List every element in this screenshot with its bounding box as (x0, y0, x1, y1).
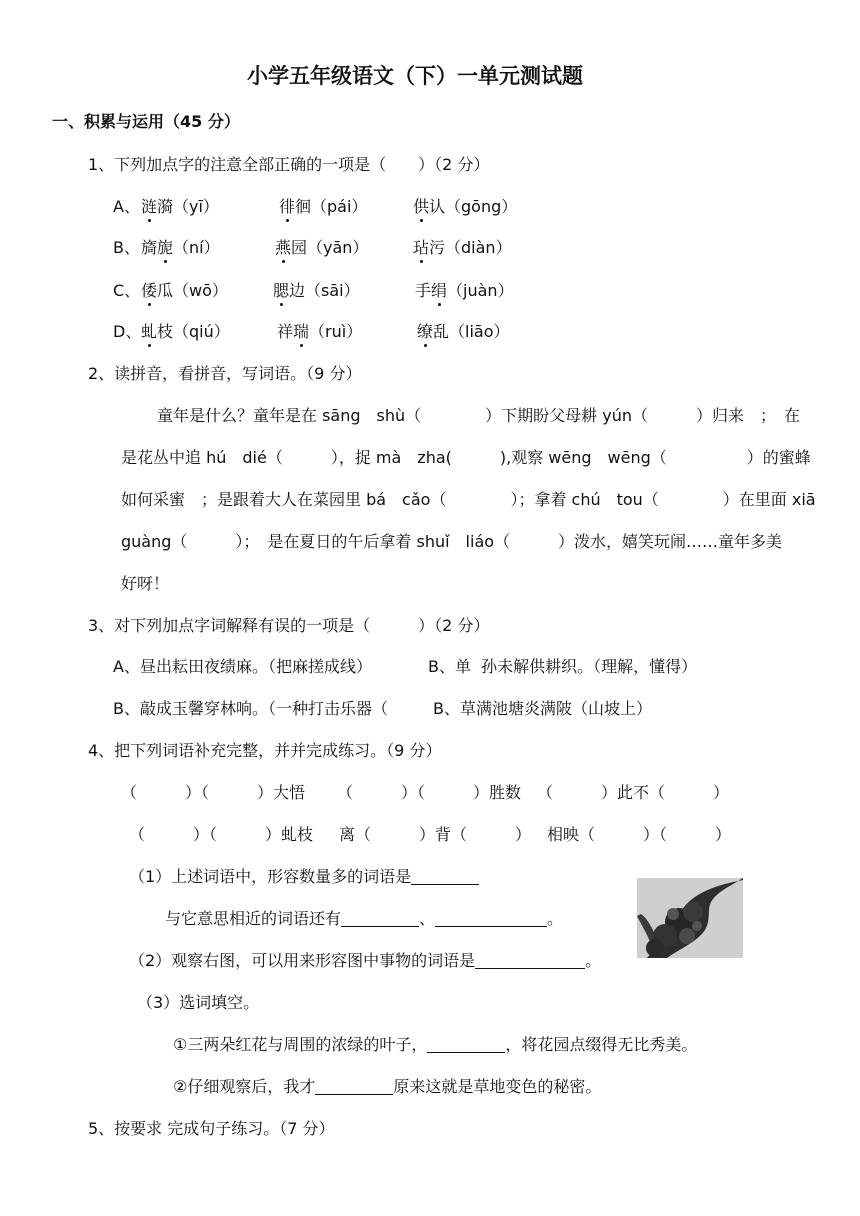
idiom-blank[interactable]: （ ）（ ）大悟 (121, 783, 306, 802)
fill-in-sentence-1: ①三两朵红花与周围的浓绿的叶子， ，将花园点缀得无比秀美。 (173, 1035, 698, 1054)
page-title: 小学五年级语文（下）一单元测试题 (247, 64, 583, 88)
sub-question-2: （2）观察右图，可以用来形容图中事物的词语是 。 (129, 951, 602, 970)
option-a-word-2: 徘徊（pái） (279, 197, 368, 216)
sub-question-1-similar: 与它意思相近的词语还有 、 。 (165, 909, 564, 928)
option-d-label: D、 (113, 322, 142, 341)
sub-question-1: （1）上述词语中，形容数量多的词语是 (129, 867, 479, 887)
tree-branch-photo (637, 878, 743, 958)
option-a-label: A、 (113, 197, 140, 216)
fill-in-sentence-2: ②仔细观察后，我才 原来这就是草地变色的秘密。 (173, 1077, 602, 1096)
option-a-word-1: 涟漪（yī） (141, 197, 219, 216)
option-a-word-3: 供认（gōng） (413, 197, 518, 216)
answer-blank[interactable] (427, 1036, 505, 1053)
option-c-word-3: 手绢（juàn） (415, 281, 514, 300)
idiom-blank[interactable]: 离（ ）背（ ） (339, 825, 532, 844)
question-4-stem: 4、把下列词语补充完整，并并完成练习。（9 分） (88, 741, 442, 760)
answer-blank[interactable] (475, 952, 585, 969)
option-c-label: C、 (113, 281, 141, 300)
idiom-blank[interactable]: （ ）（ ）虬枝 (129, 825, 314, 844)
idiom-blank[interactable]: （ ）（ ）胜数 (337, 783, 522, 802)
passage-line: 童年是什么？童年是在 sāng shù（ ）下期盼父母耕 yún（ ）归来 ； 在 (157, 406, 800, 425)
option-c-word-1: 倭瓜（wō） (141, 281, 228, 300)
option-b-label: B、 (113, 238, 140, 257)
option-d-word-1: 虬枝（qiú） (141, 322, 230, 341)
question-3-option-a: A、昼出耘田夜绩麻。（把麻搓成线） (113, 657, 372, 676)
passage-line: 如何采蜜 ；是跟着大人在菜园里 bá cǎo（ ）；拿着 chú tou（ ）在里面 xiā (121, 490, 816, 509)
question-3-option-d: B、草满池塘炎满陂（山坡上） (433, 699, 652, 718)
question-3-option-b: B、单 孙未解供耕织。（理解，懂得） (428, 657, 698, 676)
answer-blank[interactable] (411, 868, 479, 885)
passage-line: guàng（ ）； 是在夏日的午后拿着 shuǐ liáo（ ）泼水，嬉笑玩闹……童年多美 (121, 532, 783, 551)
option-b-word-3: 玷污（diàn） (413, 238, 512, 257)
option-d-word-3: 缭乱（liāo） (417, 322, 510, 341)
idiom-blank[interactable]: （ ）此不（ ） (537, 783, 730, 802)
question-2-stem: 2、读拼音，看拼音，写词语。（9 分） (88, 364, 362, 383)
question-1-stem: 1、下列加点字的注意全部正确的一项是（ ）（2 分） (88, 155, 490, 174)
option-b-word-2: 燕园（yān） (275, 238, 369, 257)
idiom-blank[interactable]: 相映（ ）（ ） (547, 825, 732, 844)
option-c-word-2: 腮边（sāi） (273, 281, 360, 300)
option-d-word-2: 祥瑞（ruì） (277, 322, 363, 341)
question-3-stem: 3、对下列加点字词解释有误的一项是（ ）（2 分） (88, 616, 490, 635)
question-3-option-c: B、敲成玉馨穿林响。（一种打击乐器（ (113, 699, 388, 718)
passage-line: 是花丛中追 hú dié（ ），捉 mà zha( ),观察 wēng wēng（ ）的蜜蜂 (121, 448, 811, 467)
question-5-stem: 5、按要求 完成句子练习。（7 分） (88, 1119, 335, 1138)
section-heading: 一、积累与运用（45 分） (52, 112, 240, 131)
answer-blank[interactable] (341, 910, 419, 927)
answer-blank[interactable] (315, 1078, 393, 1095)
sub-question-3: （3）选词填空。 (137, 993, 260, 1012)
answer-blank[interactable] (435, 910, 547, 927)
option-b-word-1: 旖旎（ní） (141, 238, 220, 257)
passage-line: 好呀！ (121, 574, 170, 593)
